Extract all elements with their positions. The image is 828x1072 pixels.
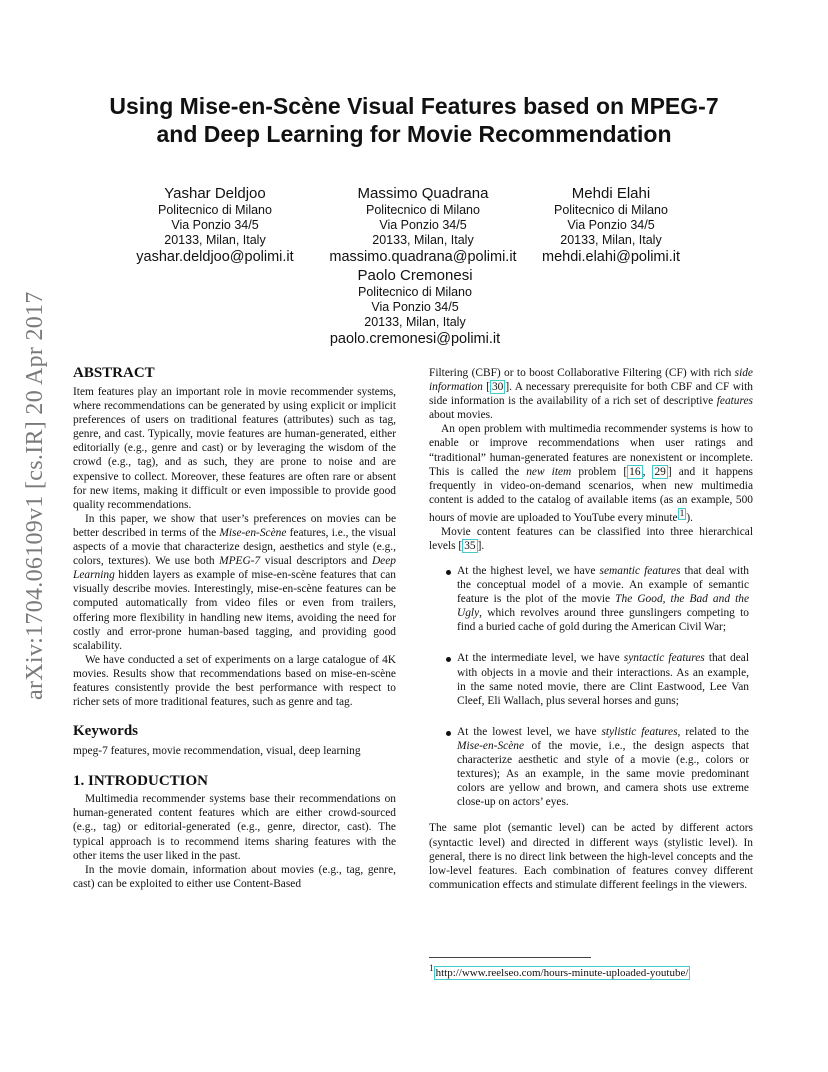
body-paragraph: Filtering (CBF) or to boost Collaborative Filtering (CF) with rich side information [ 30 ]. A necessary prerequisite for both CBF and CF with side information is the availability of a rich set of descriptive features about movies. bbox=[429, 367, 753, 422]
author-street: Via Ponzio 34/5 bbox=[379, 218, 467, 232]
footnote-marker: 1 bbox=[429, 963, 434, 973]
left-column bbox=[73, 364, 396, 891]
author-name: Paolo Cremonesi bbox=[357, 267, 473, 284]
author-street: Via Ponzio 34/5 bbox=[567, 218, 655, 232]
author-city: 20133, Milan, Italy bbox=[372, 233, 474, 247]
list-item: At the intermediate level, we have syntactic features that deal with objects in a movie and their interactions. As an example, in the same noted movie, there are Clint Eastwood, Lee Van Cleef, Eli Wallach, plus several horses and guns; bbox=[429, 651, 753, 707]
bullet-icon bbox=[446, 570, 451, 575]
feature-levels-list bbox=[429, 564, 753, 809]
citation-link[interactable]: 35 bbox=[464, 539, 476, 552]
paper-title bbox=[60, 92, 768, 148]
introduction-paragraph: In the movie domain, information about movies (e.g., tag, genre, cast) can be exploited to either use Content-Based bbox=[73, 863, 396, 890]
author-email[interactable]: massimo.quadrana@polimi.it bbox=[329, 249, 517, 265]
list-item: At the highest level, we have semantic features that deal with the conceptual model of a movie. An example of semantic feature is the plot of the movie The Good, the Bad and the Ugly, which revolves around three gunslingers competing to find a buried cache of gold during the American Civil War; bbox=[429, 564, 753, 634]
title-line-2: and Deep Learning for Movie Recommendation bbox=[156, 121, 672, 147]
author-street: Via Ponzio 34/5 bbox=[171, 218, 259, 232]
author-name: Yashar Deldjoo bbox=[164, 185, 266, 202]
body-paragraph: Movie content features can be classified into three hierarchical levels [ 35 ]. bbox=[429, 525, 753, 552]
author-city: 20133, Milan, Italy bbox=[164, 233, 266, 247]
author-city: 20133, Milan, Italy bbox=[560, 233, 662, 247]
author-email[interactable]: yashar.deldjoo@polimi.it bbox=[136, 249, 294, 265]
abstract-paragraph: We have conducted a set of experiments on a large catalogue of 4K movies. Results show that recommendations based on mise-en-scène features consistently provide the best performance with respect to richer sets of more traditional features, such as genre and tag. bbox=[73, 653, 396, 709]
bullet-icon bbox=[446, 731, 451, 736]
citation-link[interactable]: 30 bbox=[491, 381, 504, 394]
keywords-heading: Keywords bbox=[73, 723, 138, 740]
right-column bbox=[429, 366, 753, 892]
footnote-url-link[interactable]: http://www.reelseo.com/hours-minute-uploaded-youtube/ bbox=[435, 966, 689, 979]
author-name: Massimo Quadrana bbox=[357, 185, 489, 202]
abstract-paragraph: Item features play an important role in movie recommender systems, where recommendations can be generated by using explicit or implicit preferences of users on traditional features (attributes) such as tag, genre, and cast. Typically, movie features are human-generated, either editorially (e.g., genre and cast) or by leveraging the wisdom of the crowd (e.g., tag), and as such, they are prone to noise and are expensive to collect. Moreover, these features are often rare or absent for new items, making it difficult or even impossible to provide good quality recommendations. bbox=[73, 386, 396, 511]
arxiv-identifier-stamp: arXiv:1704.06109v1 [cs.IR] 20 Apr 2017 bbox=[22, 291, 48, 700]
author-affiliation: Politecnico di Milano bbox=[158, 203, 272, 217]
title-line-1: Using Mise-en-Scène Visual Features based on MPEG-7 bbox=[109, 93, 719, 119]
author-block-3 bbox=[530, 185, 692, 266]
author-city: 20133, Milan, Italy bbox=[364, 315, 466, 329]
author-block-1 bbox=[120, 185, 310, 266]
bullet-icon bbox=[446, 657, 451, 662]
author-email[interactable]: mehdi.elahi@polimi.it bbox=[541, 249, 681, 265]
footnote-divider bbox=[429, 957, 591, 958]
author-affiliation: Politecnico di Milano bbox=[554, 203, 668, 217]
author-street: Via Ponzio 34/5 bbox=[371, 300, 459, 314]
author-block-2 bbox=[312, 185, 534, 266]
body-paragraph: An open problem with multimedia recommender systems is how to enable or improve recommendations when user ratings and “traditional” human-generated features are nonexistent or incomplete. This is called the new item problem [ 16 , 29 ] and it happens frequently in video-on-demand scenarios, when new multimedia content is added to the catalog of available items (as an example, 500 hours of movie are uploaded to YouTube every minute $^1$ ). bbox=[429, 423, 753, 524]
footnote-reference[interactable]: 1 bbox=[679, 508, 685, 519]
abstract-heading: ABSTRACT bbox=[73, 365, 155, 381]
citation-link[interactable]: 16 bbox=[629, 465, 641, 478]
abstract-paragraph: In this paper, we show that user’s preferences on movies can be better described in terms of the Mise-en-Scène features, i.e., the visual aspects of a movie that characterize design, aesthetics and style (e.g., colors, textures). We use both MPEG-7 visual descriptors and Deep Learning hidden layers as example of mise-en-scène features that can visually describe movies. Interestingly, mise-en-scène features can be computed automatically from video files or even from trailers, offering more flexibility in handling new items, avoiding the need for costly and error-prone human-based tagging, and providing good scalability. bbox=[73, 512, 396, 652]
author-name: Mehdi Elahi bbox=[571, 185, 651, 202]
list-item: At the lowest level, we have stylistic features, related to the Mise-en-Scène of the movie, i.e., the design aspects that characterize aesthetic and style of a movie (e.g., colors or textures); As an example, in the same movie predominant colors are yellow and brown, and camera shots use extreme close-up on actors’ eyes. bbox=[429, 725, 753, 810]
author-affiliation: Politecnico di Milano bbox=[358, 285, 472, 299]
introduction-paragraph: Multimedia recommender systems base their recommendations on human-generated content features which are either crowd-sourced (e.g., tag) or editorial-generated (e.g., genre, director, cast). The typical approach is to recommend items sharing features with the other items the user liked in the past. bbox=[73, 793, 396, 862]
body-paragraph: The same plot (semantic level) can be acted by different actors (syntactic level) and directed in different ways (stylistic level). In general, there is no direct link between the high-level concepts and the low-level features. Each combination of features convey different communication effects and stimulate different feelings in the viewers. bbox=[429, 822, 753, 891]
author-block-4 bbox=[312, 267, 518, 348]
author-affiliation: Politecnico di Milano bbox=[366, 203, 480, 217]
citation-link[interactable]: 29 bbox=[654, 465, 666, 478]
author-email[interactable]: paolo.cremonesi@polimi.it bbox=[329, 331, 501, 347]
keywords-text: mpeg-7 features, movie recommendation, visual, deep learning bbox=[73, 745, 361, 758]
footnote bbox=[429, 961, 759, 980]
introduction-heading: 1. INTRODUCTION bbox=[73, 773, 209, 790]
